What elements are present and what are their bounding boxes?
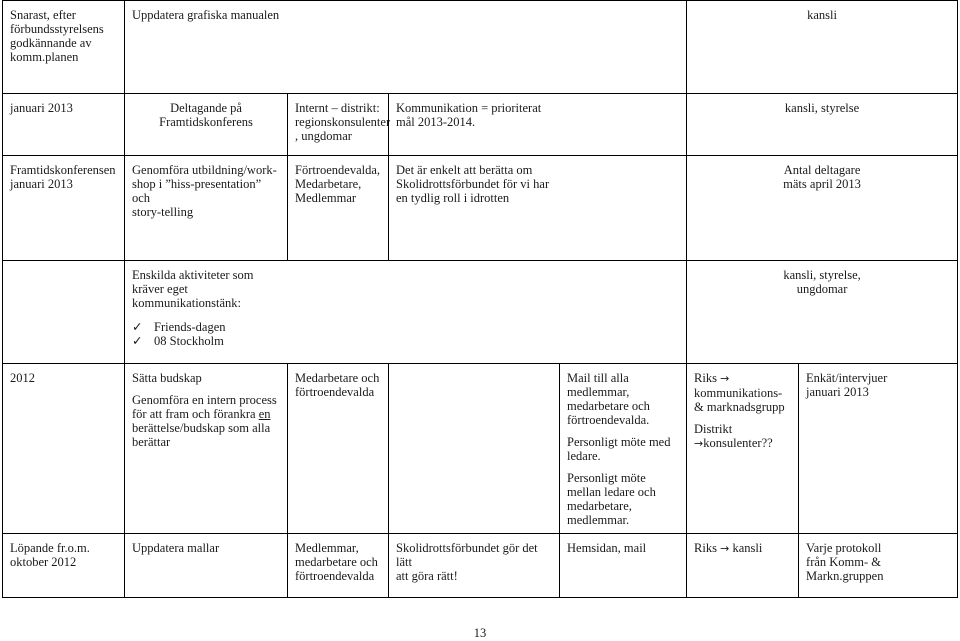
activity-cell: Uppdatera mallar <box>125 534 288 598</box>
checkmark-icon: ✓ <box>132 320 143 334</box>
responsible-cell: kansli <box>687 1 958 94</box>
timing-cell: 2012 <box>3 364 125 534</box>
arrow-right-icon: → <box>720 372 730 385</box>
table-row <box>3 261 958 364</box>
table-row <box>3 364 958 534</box>
responsible-cell: Antal deltagare mäts april 2013 <box>687 156 958 261</box>
communication-plan-table <box>2 0 958 598</box>
table-row <box>3 1 958 94</box>
owner-cell: Riks → kansli <box>687 534 799 598</box>
timing-cell: Framtidskonferensen januari 2013 <box>3 156 125 261</box>
timing-cell: januari 2013 <box>3 94 125 156</box>
activity-cell: Sätta budskap Genomföra en intern process för att fram och förankra en berättelse/budskap som alla berättar <box>125 364 288 534</box>
checkmark-icon: ✓ <box>132 334 143 348</box>
table-row <box>3 94 958 156</box>
table-row <box>3 156 958 261</box>
activity-cell: Deltagande på Framtidskonferens <box>125 94 288 156</box>
timing-cell <box>3 261 125 364</box>
target-group-cell: Medlemmar, medarbetare och förtroendevalda <box>288 534 389 598</box>
activity-checklist <box>132 320 679 348</box>
target-group-cell: Medarbetare och förtroendevalda <box>288 364 389 534</box>
responsible-cell: kansli, styrelse, ungdomar <box>687 261 958 364</box>
list-item: ✓ 08 Stockholm <box>132 334 224 348</box>
activity-cell: Uppdatera grafiska manualen <box>125 1 687 94</box>
message-cell: Det är enkelt att berätta om Skolidrottsförbundet för vi har en tydlig roll i idrotten <box>389 156 687 261</box>
table-row <box>3 534 958 598</box>
list-item: ✓ Friends-dagen <box>132 320 226 334</box>
timing-cell: Löpande fr.o.m. oktober 2012 <box>3 534 125 598</box>
message-cell: Kommunikation = prioriterat mål 2013-2014. <box>389 94 687 156</box>
activity-cell: Genomföra utbildning/work- shop i ”hiss-presentation” och story-telling <box>125 156 288 261</box>
message-cell <box>389 364 560 534</box>
arrow-right-icon: → <box>694 437 704 450</box>
message-cell: Skolidrottsförbundet gör det lätt att göra rätt! <box>389 534 560 598</box>
channel-cell: Hemsidan, mail <box>560 534 687 598</box>
followup-cell: Enkät/intervjuer januari 2013 <box>799 364 958 534</box>
arrow-right-icon: → <box>720 542 730 555</box>
page-number: 13 <box>473 626 487 640</box>
timing-cell: Snarast, efter förbundsstyrelsens godkännande av komm.planen <box>3 1 125 94</box>
activity-cell: Enskilda aktiviteter som kräver eget kommunikationstänk: ✓ Friends-dagen ✓ 08 Stockholm <box>125 261 687 364</box>
responsible-cell: kansli, styrelse <box>687 94 958 156</box>
target-group-cell: Internt – distrikt: regionskonsulenter , ungdomar <box>288 94 389 156</box>
channel-cell: Mail till alla medlemmar, medarbetare och förtroendevalda. Personligt möte med ledare. Personligt möte mellan ledare och medarbetare, medlemmar. <box>560 364 687 534</box>
target-group-cell: Förtroendevalda, Medarbetare, Medlemmar <box>288 156 389 261</box>
followup-cell: Varje protokoll från Komm- & Markn.gruppen <box>799 534 958 598</box>
owner-cell: Riks → kommunikations- & marknadsgrupp Distrikt →konsulenter?? <box>687 364 799 534</box>
